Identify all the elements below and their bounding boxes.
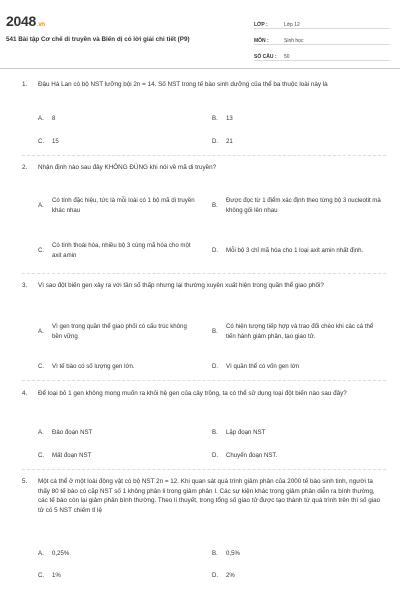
question-number: 5. bbox=[22, 478, 28, 485]
option-d[interactable] bbox=[212, 236, 382, 266]
option-letter: A. bbox=[38, 202, 44, 210]
option-letter: B. bbox=[212, 429, 218, 436]
option-text: 21 bbox=[226, 138, 233, 145]
option-letter: C. bbox=[38, 452, 45, 459]
question-text: Vì sao đột biến gen xảy ra với tần số thấp nhưng lại thường xuyên xuất hiện trong quần thể giao phối? bbox=[38, 282, 324, 289]
logo-suffix: .vn bbox=[36, 22, 45, 28]
option-text: Lặp đoạn NST bbox=[226, 429, 266, 436]
question-4 bbox=[22, 389, 386, 399]
option-text: 0,5% bbox=[226, 550, 240, 557]
option-b[interactable] bbox=[212, 313, 382, 351]
question-5 bbox=[22, 477, 386, 515]
option-letter: A. bbox=[38, 550, 44, 557]
option-text: Vì gen trong quần thể giao phối có cấu trúc không bền vững bbox=[52, 323, 187, 340]
option-text: Vì tế bào có số lượng gen lớn. bbox=[52, 363, 135, 370]
option-text: 13 bbox=[226, 115, 233, 122]
meta-value: 50 bbox=[284, 54, 290, 60]
option-text: Có tính đặc hiệu, tức là mỗi loài có 1 bộ mã di truyền khác nhau bbox=[52, 197, 195, 214]
option-b[interactable] bbox=[212, 114, 382, 124]
option-letter: D. bbox=[212, 572, 219, 579]
question-3 bbox=[22, 281, 386, 291]
option-a[interactable] bbox=[38, 114, 198, 124]
option-a[interactable] bbox=[38, 186, 208, 226]
option-text: Được đọc từ 1 điểm xác định theo từng bộ 3 nucleotit mà không gối lên nhau bbox=[226, 197, 381, 214]
option-text: Mỗi bộ 3 chỉ mã hóa cho 1 loại axit amin nhất định. bbox=[226, 247, 364, 255]
meta-table bbox=[254, 13, 390, 61]
site-logo[interactable] bbox=[6, 13, 45, 29]
question-separator bbox=[22, 469, 386, 470]
option-letter: A. bbox=[38, 429, 44, 436]
question-number: 2. bbox=[22, 164, 28, 171]
option-d[interactable] bbox=[212, 137, 382, 147]
question-number: 3. bbox=[22, 282, 28, 289]
question-separator bbox=[22, 273, 386, 274]
meta-value: Sinh học bbox=[284, 38, 304, 44]
question-text: Nhận định nào sau đây KHÔNG ĐÚNG khi nói về mã di truyền? bbox=[38, 164, 217, 171]
option-c[interactable] bbox=[38, 137, 198, 147]
option-a[interactable] bbox=[38, 428, 208, 438]
option-a[interactable] bbox=[38, 549, 208, 559]
option-letter: B. bbox=[212, 328, 218, 336]
option-letter: A. bbox=[38, 328, 44, 336]
meta-row-count bbox=[254, 45, 390, 61]
meta-row-class bbox=[254, 13, 390, 29]
meta-row-subject bbox=[254, 29, 390, 45]
option-text: Chuyển đoạn NST. bbox=[226, 452, 278, 459]
page-header bbox=[0, 0, 400, 70]
option-c[interactable] bbox=[38, 451, 208, 461]
option-text: Có hiện tượng tiếp hợp và trao đổi chéo khi các cá thể tiến hành giảm phân, tạo giao tử. bbox=[226, 323, 374, 340]
option-text: Mất đoạn NST bbox=[52, 452, 92, 459]
option-text: 15 bbox=[52, 138, 59, 145]
option-letter: D. bbox=[212, 247, 219, 255]
logo-text: 2048 bbox=[6, 13, 36, 29]
option-d[interactable] bbox=[212, 571, 382, 581]
option-a[interactable] bbox=[38, 313, 208, 351]
option-letter: D. bbox=[212, 138, 219, 145]
question-separator bbox=[22, 380, 386, 381]
option-letter: D. bbox=[212, 452, 219, 459]
option-b[interactable] bbox=[212, 186, 382, 226]
option-letter: C. bbox=[38, 363, 45, 370]
option-b[interactable] bbox=[212, 428, 382, 438]
option-text: 8 bbox=[52, 115, 56, 122]
header-divider bbox=[0, 68, 400, 69]
question-separator bbox=[22, 155, 386, 156]
question-number: 1. bbox=[22, 81, 28, 88]
option-d[interactable] bbox=[212, 451, 382, 461]
meta-value: Lớp 12 bbox=[284, 22, 300, 28]
option-d[interactable] bbox=[212, 362, 382, 372]
option-letter: C. bbox=[38, 247, 45, 255]
option-text: 2% bbox=[226, 572, 235, 579]
option-letter: A. bbox=[38, 115, 44, 122]
option-c[interactable] bbox=[38, 236, 208, 266]
question-2 bbox=[22, 163, 386, 173]
meta-key: LỚP : bbox=[254, 22, 268, 28]
option-text: Vì quần thể có vốn gen lớn bbox=[226, 363, 300, 370]
option-letter: D. bbox=[212, 363, 219, 370]
question-1 bbox=[22, 80, 386, 90]
option-letter: C. bbox=[38, 138, 45, 145]
meta-key: MÔN : bbox=[254, 38, 269, 44]
meta-key: SỐ CÂU : bbox=[254, 54, 277, 60]
option-letter: B. bbox=[212, 202, 218, 210]
option-letter: B. bbox=[212, 550, 218, 557]
option-letter: C. bbox=[38, 572, 45, 579]
option-b[interactable] bbox=[212, 549, 382, 559]
option-text: 0,25% bbox=[52, 550, 70, 557]
option-text: Đảo đoạn NST bbox=[52, 429, 93, 436]
document-title: 541 Bài tập Cơ chế di truyền và Biến dị có lời giải chi tiết (P9) bbox=[6, 36, 190, 43]
option-text: 1% bbox=[52, 572, 61, 579]
option-text: Có tính thoái hóa, nhiều bộ 3 cùng mã hóa cho một axit amin bbox=[52, 242, 191, 259]
option-c[interactable] bbox=[38, 362, 208, 372]
question-text: Đậu Hà Lan có bộ NST lưỡng bội 2n = 14. Số NST trong tế bào sinh dưỡng của thể ba thuộc loài này là bbox=[38, 81, 328, 88]
option-letter: B. bbox=[212, 115, 218, 122]
question-number: 4. bbox=[22, 390, 28, 397]
option-c[interactable] bbox=[38, 571, 208, 581]
question-text: Để loại bỏ 1 gen không mong muốn ra khỏi hệ gen của cây trồng, ta có thể sử dụng loại đột biến nào sau đây? bbox=[38, 390, 347, 397]
question-text: Một cá thể ở một loài động vật có bộ NST 2n = 12. Khi quan sát quá trình giảm phân của 2000 tế bào sinh tinh, người ta thấy 80 tế bào có cặp NST số 1 không phân li trong giảm phân I. Các sự kiện khác trong giảm phân diễn ra bình thường, các tế bào còn lại giảm phân bình thường. Theo lí thuyết, trong tổng số giao tử được tạo thành từ quá trình trên thì số giao tử có 5 NST chiếm tỉ lệ bbox=[38, 478, 381, 514]
